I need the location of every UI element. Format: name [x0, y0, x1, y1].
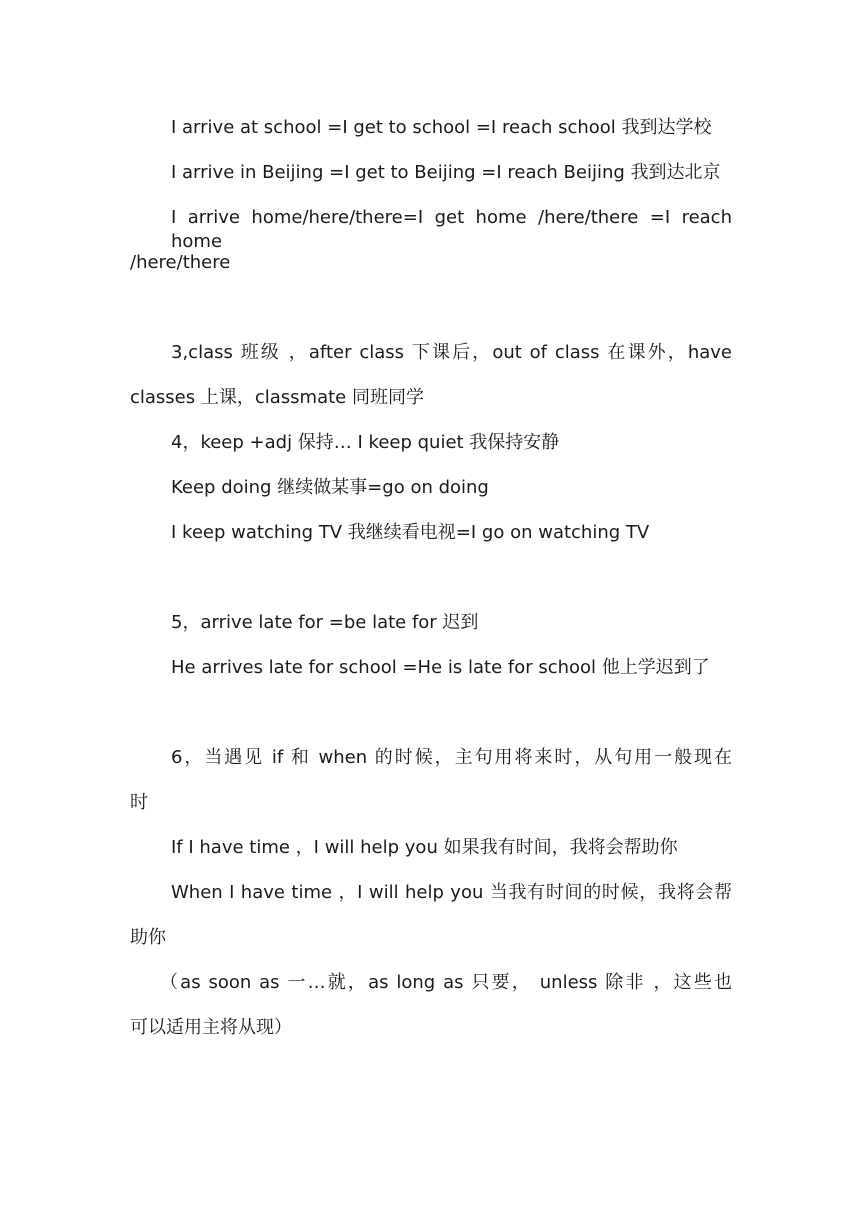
text-line: 6，当遇见 if 和 when 的时候，主句用将来时，从句用一般现在 [171, 747, 732, 768]
text-line: I arrive at school =I get to school =I reach school 我到达学校 [171, 117, 712, 138]
text-line: 5，arrive late for =be late for 迟到 [171, 612, 479, 633]
text-line: I keep watching TV 我继续看电视=I go on watching TV [171, 522, 650, 543]
text-line: /here/there [130, 252, 231, 273]
text-line: Keep doing 继续做某事=go on doing [171, 477, 489, 498]
text-line: 3,class 班级 ，after class 下课后，out of class 在课外，have [171, 342, 732, 363]
text-line: When I have time ，I will help you 当我有时间的时候，我将会帮 [171, 882, 732, 903]
text-line: If I have time ，I will help you 如果我有时间，我将会帮助你 [171, 837, 678, 858]
text-line: 时 [130, 792, 148, 813]
text-line: 可以适用主将从现） [130, 1017, 292, 1038]
text-line: 助你 [130, 927, 166, 948]
text-line: classes 上课，classmate 同班同学 [130, 387, 424, 408]
text-line: I arrive in Beijing =I get to Beijing =I reach Beijing 我到达北京 [171, 162, 721, 183]
text-line: （as soon as 一…就，as long as 只要， unless 除非 ，这些也 [160, 972, 732, 993]
text-line: He arrives late for school =He is late for school 他上学迟到了 [171, 657, 710, 678]
text-line: I arrive home/here/there=I get home /here/there =I reach home [171, 207, 732, 252]
text-line: 4，keep +adj 保持… I keep quiet 我保持安静 [171, 432, 560, 453]
